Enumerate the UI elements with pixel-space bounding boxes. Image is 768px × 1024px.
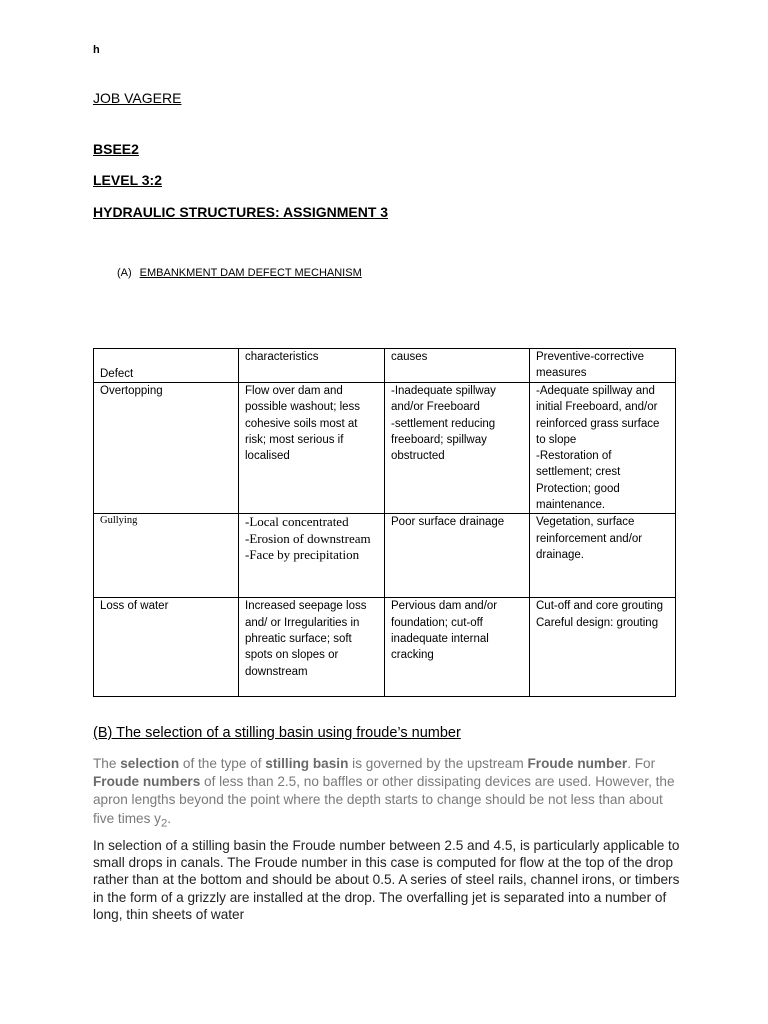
section-a-prefix: (A) [117, 267, 132, 279]
defects-table [93, 348, 676, 697]
cell-measures: Vegetation, surface reinforcement and/or drainage. [530, 514, 676, 598]
program-code: BSEE2 [93, 141, 139, 157]
header-causes: causes [385, 349, 530, 383]
cell-characteristics: Flow over dam and possible washout; less cohesive soils most at risk; most serious if localised [239, 383, 385, 514]
froude-paragraph-2: In selection of a stilling basin the Froude number between 2.5 and 4.5, is particularly applicable to small drops in canals. The Froude number in this case is computed for flow at the top of the drop rather than at the bottom and should be about 0.5. A series of steel rails, channel irons, or timbers in the form of a grizzly are installed at the drop. The overfalling jet is separated into a number of long, thin sheets of water [93, 838, 680, 922]
cell-defect: Gullying [94, 514, 239, 598]
text-run: The [93, 756, 121, 771]
subscript: 2 [160, 817, 168, 830]
bold-term: Froude numbers [93, 774, 201, 790]
froude-paragraph-1 [93, 755, 683, 833]
author-name: JOB VAGERE [93, 90, 182, 106]
text-run: of the type of [179, 756, 266, 771]
text-run: . For [627, 756, 656, 771]
cell-characteristics: -Local concentrated -Erosion of downstream -Face by precipitation [239, 514, 385, 598]
header-measures: Preventive-corrective measures [530, 349, 676, 383]
section-a-title: EMBANKMENT DAM DEFECT MECHANISM [139, 267, 362, 279]
bold-term: selection [120, 756, 180, 771]
table-row [94, 514, 676, 598]
cell-measures: Cut-off and core grouting Careful design: grouting [530, 598, 676, 697]
table-row [94, 383, 676, 514]
cell-causes: Poor surface drainage [385, 514, 530, 598]
cell-causes: -Inadequate spillway and/or Freeboard -settlement reducing freeboard; spillway obstructed [385, 383, 530, 514]
assignment-title: HYDRAULIC STRUCTURES: ASSIGNMENT 3 [93, 204, 389, 220]
table-row [94, 598, 676, 697]
cell-defect: Overtopping [94, 383, 239, 514]
table-header-row [94, 349, 676, 383]
header-characteristics: characteristics [239, 349, 385, 383]
cell-measures: -Adequate spillway and initial Freeboard, and/or reinforced grass surface to slope -Restoration of settlement; crest Protection; good maintenance. [530, 383, 676, 514]
section-b-heading: (B) The selection of a stilling basin using froude’s number [93, 725, 461, 741]
bold-term: stilling basin [265, 756, 349, 771]
text-run: of less than 2.5, no baffles or other dissipating devices are used. However, the apron lengths beyond the point where the depth starts to change should be not less than about five times y [93, 774, 675, 826]
cell-causes: Pervious dam and/or foundation; cut-off inadequate internal cracking [385, 598, 530, 697]
level-label: LEVEL 3:2 [93, 172, 162, 188]
cell-characteristics: Increased seepage loss and/ or Irregularities in phreatic surface; soft spots on slopes or downstream [239, 598, 385, 697]
text-run: is governed by the upstream [348, 756, 528, 771]
cell-defect: Loss of water [94, 598, 239, 697]
section-a-heading [117, 267, 362, 279]
header-defect: Defect [94, 349, 239, 383]
bold-term: Froude number [527, 756, 628, 771]
header-mark: h [93, 44, 100, 56]
text-run: . [167, 810, 172, 826]
